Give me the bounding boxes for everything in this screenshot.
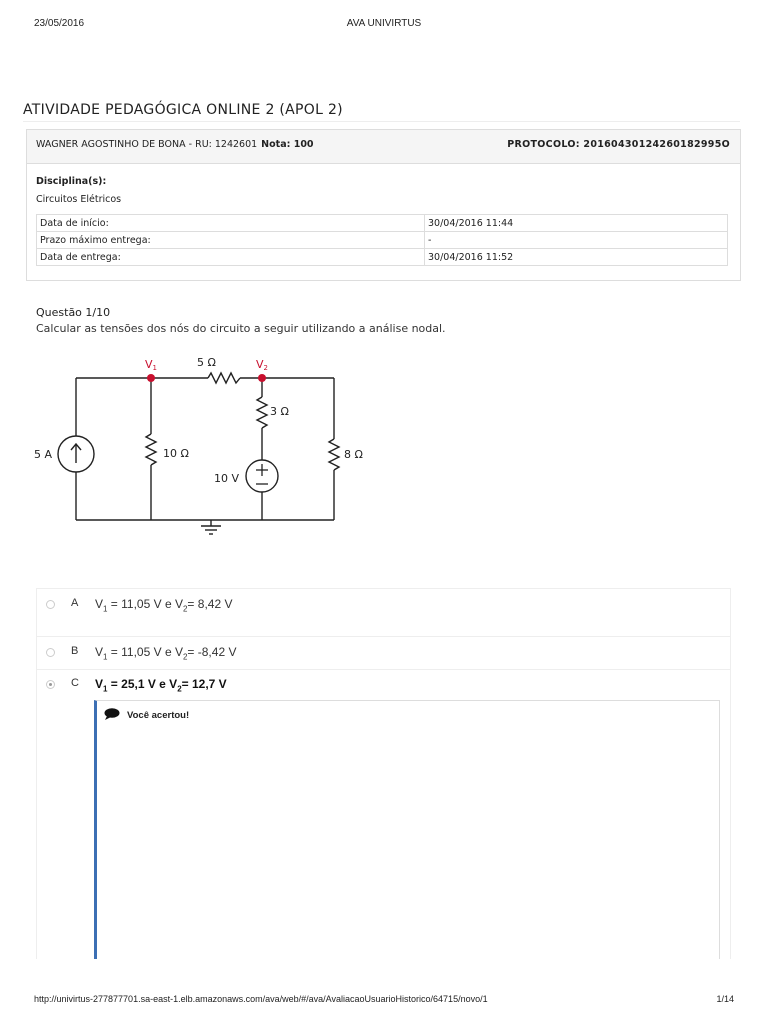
grade: Nota: 100 bbox=[261, 139, 314, 150]
current-source-label: 5 A bbox=[34, 448, 53, 461]
feedback-panel bbox=[94, 700, 720, 959]
resistor-3-ohm bbox=[257, 397, 267, 428]
resistor-8-ohm bbox=[329, 439, 339, 470]
protocol-number: PROTOCOLO: 20160430124260182995O bbox=[507, 139, 730, 150]
node-v2-dot bbox=[258, 374, 266, 382]
answer-option-c[interactable] bbox=[37, 670, 730, 700]
radio-c[interactable] bbox=[46, 680, 55, 689]
table-row bbox=[37, 249, 728, 266]
r-mid-label: 3 Ω bbox=[270, 405, 289, 418]
discipline-label: Disciplina(s): bbox=[36, 176, 107, 187]
table-cell-value: - bbox=[425, 232, 728, 249]
info-panel-header bbox=[27, 130, 740, 164]
radio-b[interactable] bbox=[46, 648, 55, 657]
table-cell-label: Prazo máximo entrega: bbox=[37, 232, 425, 249]
student-info bbox=[36, 139, 314, 150]
option-text: $V_1 = 11,05$ V e $V_2= 8,42$ V bbox=[95, 597, 233, 614]
voltage-source bbox=[246, 460, 278, 492]
info-panel-body bbox=[27, 164, 740, 266]
node-v2-label: V2 bbox=[256, 358, 268, 372]
submission-info-panel bbox=[26, 129, 741, 281]
page-title: ATIVIDADE PEDAGÓGICA ONLINE 2 (APOL 2) bbox=[23, 102, 343, 119]
question-text: Calcular as tensões dos nós do circuito a seguir utilizando a análise nodal. bbox=[36, 322, 446, 335]
title-divider bbox=[23, 121, 740, 122]
table-cell-value: 30/04/2016 11:52 bbox=[425, 249, 728, 266]
option-letter: A bbox=[71, 597, 79, 609]
answer-option-b[interactable] bbox=[37, 637, 730, 670]
option-text: $V_1 = 25,1$ V e $V_2= 12,7$ V bbox=[95, 677, 227, 694]
current-source bbox=[58, 436, 94, 472]
resistor-5-ohm bbox=[208, 373, 240, 383]
page-count: 1/14 bbox=[716, 994, 734, 1004]
option-letter: B bbox=[71, 645, 79, 657]
print-header bbox=[34, 18, 734, 32]
resistor-10-ohm bbox=[146, 434, 156, 465]
r-right-label: 8 Ω bbox=[344, 448, 363, 461]
answer-option-a[interactable] bbox=[37, 589, 730, 637]
table-row bbox=[37, 215, 728, 232]
circuit-wires bbox=[76, 373, 339, 534]
option-letter: C bbox=[71, 677, 79, 689]
node-v1-dot bbox=[147, 374, 155, 382]
r-top-label: 5 Ω bbox=[197, 356, 216, 369]
table-cell-label: Data de entrega: bbox=[37, 249, 425, 266]
feedback-text: Você acertou! bbox=[127, 710, 190, 721]
comment-icon bbox=[103, 707, 121, 721]
r-left-label: 10 Ω bbox=[163, 447, 189, 460]
table-row bbox=[37, 232, 728, 249]
node-v1-label: V1 bbox=[145, 358, 157, 372]
answer-options bbox=[36, 588, 731, 959]
option-text: $V_1 = 11,05$ V e $V_2= -8,42$ V bbox=[95, 645, 237, 662]
print-footer bbox=[34, 994, 734, 1004]
radio-a[interactable] bbox=[46, 600, 55, 609]
print-site-title: AVA UNIVIRTUS bbox=[346, 18, 422, 29]
discipline-value: Circuitos Elétricos bbox=[36, 194, 122, 205]
voltage-source-label: 10 V bbox=[214, 472, 240, 485]
dates-table bbox=[36, 214, 728, 266]
student-name-ru: WAGNER AGOSTINHO DE BONA - RU: 1242601 bbox=[36, 139, 258, 150]
question-number: Questão 1/10 bbox=[36, 306, 111, 319]
circuit-diagram bbox=[30, 352, 380, 542]
print-url: http://univirtus-277877701.sa-east-1.elb.amazonaws.com/ava/web/#/ava/AvaliacaoUsuarioHistorico/64715/novo/1 bbox=[34, 994, 488, 1004]
table-cell-value: 30/04/2016 11:44 bbox=[425, 215, 728, 232]
print-date: 23/05/2016 bbox=[34, 18, 85, 29]
table-cell-label: Data de início: bbox=[37, 215, 425, 232]
